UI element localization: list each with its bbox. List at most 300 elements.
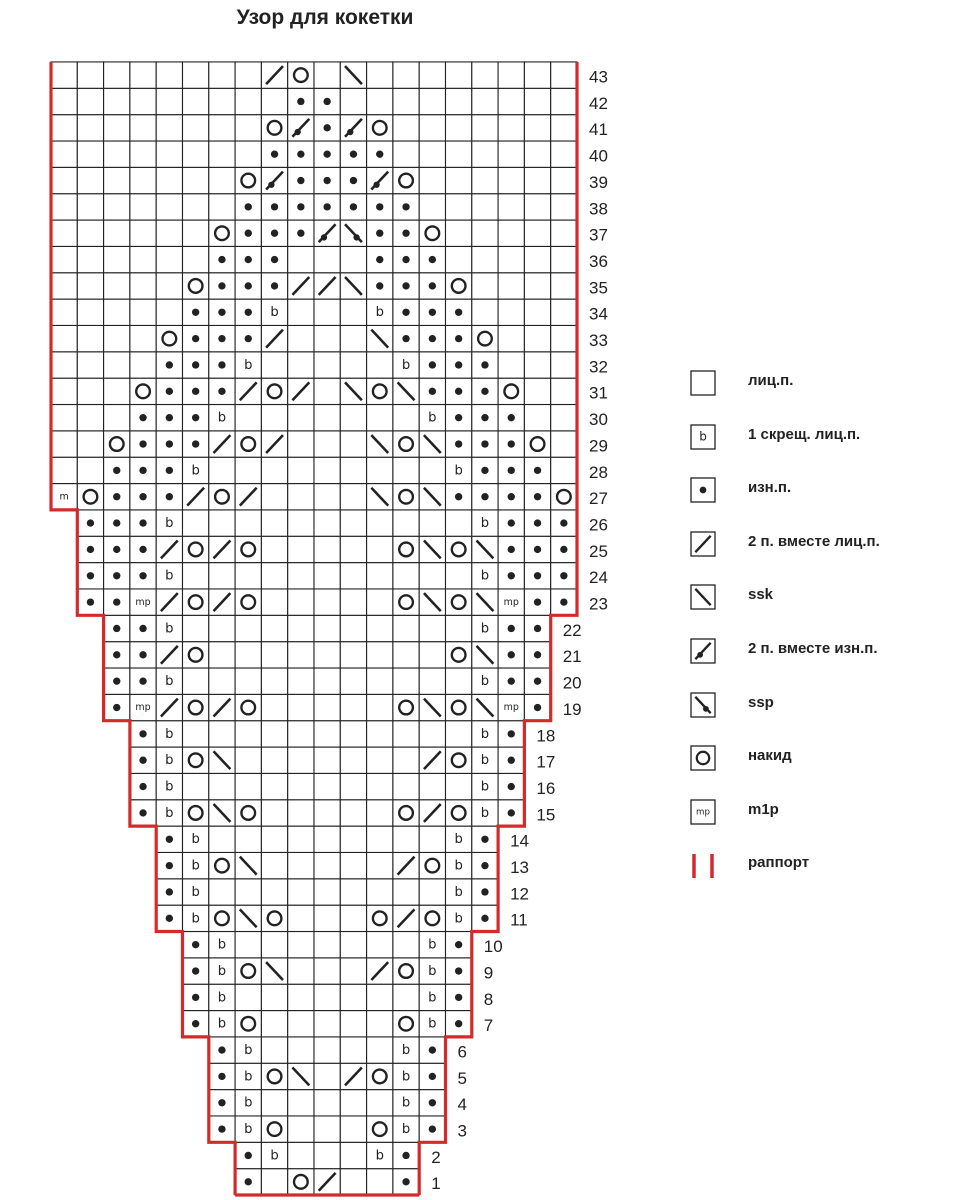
chart-cell	[261, 1011, 287, 1037]
chart-cell	[209, 88, 235, 114]
stitch-purl	[455, 388, 462, 395]
legend-item-p2tog	[690, 634, 960, 688]
chart-cell	[209, 141, 235, 167]
svg-text:b: b	[480, 805, 490, 821]
stitch-purl	[139, 651, 146, 658]
legend-symbol-repeat	[690, 852, 716, 878]
stitch-purl	[481, 915, 488, 922]
chart-cell	[130, 220, 156, 246]
chart-cell	[235, 167, 261, 193]
chart-cell	[130, 273, 156, 299]
stitch-tbl	[481, 780, 489, 795]
chart-cell	[393, 62, 419, 88]
stitch-purl	[455, 941, 462, 948]
stitch-purl	[166, 862, 173, 869]
chart-cell	[314, 747, 340, 773]
chart-cell	[340, 246, 366, 272]
stitch-purl	[245, 256, 252, 263]
chart-cell	[209, 563, 235, 589]
chart-cell	[288, 325, 314, 351]
chart-cell	[77, 273, 103, 299]
stitch-purl	[508, 440, 515, 447]
chart-cell	[314, 1142, 340, 1168]
chart-cell	[419, 194, 445, 220]
chart-cell	[393, 457, 419, 483]
chart-cell	[104, 62, 130, 88]
chart-cell	[393, 800, 419, 826]
chart-cell	[446, 773, 472, 799]
chart-cell	[393, 115, 419, 141]
svg-text:b: b	[244, 1095, 253, 1111]
chart-cell	[130, 352, 156, 378]
svg-text:b: b	[375, 305, 384, 321]
chart-cell	[314, 536, 340, 562]
stitch-tbl	[428, 1017, 436, 1032]
svg-text:b: b	[428, 410, 437, 426]
chart-cell	[183, 563, 209, 589]
stitch-tbl	[428, 411, 436, 426]
chart-cell	[314, 984, 340, 1010]
chart-cell	[288, 1142, 314, 1168]
chart-cell	[367, 932, 393, 958]
chart-cell	[183, 668, 209, 694]
stitch-purl	[166, 361, 173, 368]
chart-cell	[367, 879, 393, 905]
chart-cell	[235, 826, 261, 852]
chart-cell	[104, 246, 130, 272]
stitch-purl	[245, 309, 252, 316]
stitch-purl	[481, 862, 488, 869]
stitch-purl	[402, 335, 409, 342]
stitch-tbl	[165, 516, 173, 531]
chart-cell	[156, 167, 182, 193]
chart-cell	[524, 405, 550, 431]
chart-cell	[51, 141, 77, 167]
stitch-purl	[87, 546, 94, 553]
chart-cell	[419, 852, 445, 878]
chart-cell	[77, 194, 103, 220]
stitch-purl	[508, 677, 515, 684]
chart-cell	[261, 826, 287, 852]
stitch-purl	[87, 519, 94, 526]
chart-cell	[235, 879, 261, 905]
chart-cell	[235, 62, 261, 88]
chart-cell	[472, 115, 498, 141]
stitch-purl	[87, 598, 94, 605]
stitch-purl	[166, 888, 173, 895]
stitch-purl	[192, 361, 199, 368]
chart-cell	[261, 668, 287, 694]
chart-cell	[367, 1116, 393, 1142]
chart-cell	[524, 273, 550, 299]
stitch-purl	[113, 704, 120, 711]
row-number: 16	[536, 778, 556, 798]
chart-cell	[393, 879, 419, 905]
chart-cell	[367, 905, 393, 931]
row-number: 27	[589, 489, 608, 509]
chart-cell	[235, 563, 261, 589]
chart-cell	[314, 694, 340, 720]
chart-cell	[551, 378, 577, 404]
legend-symbol-m1p	[690, 799, 716, 825]
chart-cell	[393, 167, 419, 193]
stitch-tbl	[402, 358, 410, 373]
legend	[690, 366, 960, 902]
chart-cell	[314, 668, 340, 694]
chart-cell	[130, 115, 156, 141]
chart-cell	[367, 615, 393, 641]
chart-cell	[261, 747, 287, 773]
stitch-purl	[139, 414, 146, 421]
chart-cell	[551, 431, 577, 457]
chart-cell	[393, 1011, 419, 1037]
chart-cell	[209, 721, 235, 747]
chart-cell	[498, 352, 524, 378]
chart-cell	[209, 510, 235, 536]
svg-text:b: b	[401, 1095, 411, 1111]
chart-cell	[156, 62, 182, 88]
legend-label: накид	[748, 747, 792, 765]
svg-text:b: b	[428, 1016, 437, 1032]
stitch-purl	[218, 361, 225, 368]
stitch-purl	[218, 1073, 225, 1080]
stitch-tbl	[454, 885, 462, 900]
row-number: 11	[510, 910, 528, 930]
stitch-purl	[508, 625, 515, 632]
chart-cell	[367, 1063, 393, 1089]
svg-text:b: b	[191, 911, 200, 927]
chart-cell	[288, 62, 314, 88]
chart-cell	[419, 879, 445, 905]
stitch-purl	[139, 519, 146, 526]
chart-cell	[183, 246, 209, 272]
chart-cell	[446, 747, 472, 773]
stitch-purl	[508, 809, 515, 816]
stitch-tbl	[454, 859, 462, 874]
chart-cell	[340, 484, 366, 510]
stitch-purl	[429, 282, 436, 289]
chart-cell	[524, 299, 550, 325]
chart-cell	[419, 115, 445, 141]
stitch-tbl	[244, 1043, 252, 1058]
chart-cell	[288, 1090, 314, 1116]
chart-cell	[314, 299, 340, 325]
legend-item-repeat	[690, 848, 960, 902]
stitch-purl	[508, 730, 515, 737]
chart-cell	[367, 62, 393, 88]
chart-cell	[393, 747, 419, 773]
row-number: 8	[483, 989, 494, 1009]
stitch-purl	[113, 625, 120, 632]
chart-cell	[104, 141, 130, 167]
chart-cell	[551, 246, 577, 272]
stitch-purl	[166, 414, 173, 421]
stitch-tbl	[191, 859, 199, 874]
chart-cell	[156, 273, 182, 299]
stitch-purl	[429, 309, 436, 316]
svg-text:b: b	[165, 805, 174, 821]
chart-cell	[446, 194, 472, 220]
chart-cell	[261, 352, 287, 378]
stitch-purl	[192, 1020, 199, 1027]
stitch-purl	[323, 203, 330, 210]
chart-cell	[419, 88, 445, 114]
legend-label: изн.п.	[748, 479, 792, 497]
chart-cell	[104, 352, 130, 378]
stitch-purl	[534, 572, 541, 579]
row-number: 20	[562, 673, 582, 693]
stitch-purl	[455, 967, 462, 974]
stitch-purl	[508, 519, 515, 526]
stitch-purl	[481, 388, 488, 395]
chart-cell	[77, 141, 103, 167]
chart-cell	[419, 826, 445, 852]
chart-cell	[498, 325, 524, 351]
chart-cell	[446, 563, 472, 589]
stitch-purl	[534, 598, 541, 605]
chart-cell	[261, 615, 287, 641]
svg-text:b: b	[401, 1069, 411, 1085]
chart-cell	[235, 747, 261, 773]
stitch-purl	[113, 598, 120, 605]
row-number: 13	[510, 858, 530, 878]
chart-cell	[209, 484, 235, 510]
chart-cell	[209, 167, 235, 193]
chart-cell	[156, 325, 182, 351]
legend-symbol-tbl	[690, 424, 716, 450]
chart-cell	[393, 694, 419, 720]
row-number: 37	[589, 225, 608, 245]
chart-cell	[314, 1037, 340, 1063]
chart-cell	[340, 615, 366, 641]
stitch-tbl	[244, 358, 252, 373]
chart-cell	[130, 325, 156, 351]
chart-cell	[209, 615, 235, 641]
chart-cell	[130, 194, 156, 220]
chart-cell	[367, 589, 393, 615]
chart-cell	[498, 62, 524, 88]
chart-cell	[446, 62, 472, 88]
stitch-tbl	[270, 1148, 278, 1163]
chart-cell	[367, 747, 393, 773]
chart-cell	[314, 484, 340, 510]
chart-cell	[156, 246, 182, 272]
chart-cell	[183, 510, 209, 536]
svg-text:b: b	[165, 568, 174, 584]
chart-cell	[235, 1011, 261, 1037]
chart-cell	[446, 510, 472, 536]
stitch-tbl	[481, 516, 489, 531]
chart-cell	[209, 115, 235, 141]
svg-text:b: b	[480, 726, 490, 742]
svg-text:b: b	[165, 621, 174, 637]
chart-cell	[367, 773, 393, 799]
chart-cell	[524, 352, 550, 378]
svg-text:b: b	[217, 990, 227, 1006]
legend-symbol-knit	[690, 370, 716, 396]
stitch-purl	[560, 598, 567, 605]
row-number: 12	[510, 884, 530, 904]
chart-cell	[367, 984, 393, 1010]
legend-symbol-ssk	[690, 584, 716, 610]
stitch-purl	[139, 467, 146, 474]
chart-cell	[51, 299, 77, 325]
chart-cell	[314, 431, 340, 457]
stitch-purl	[508, 546, 515, 553]
stitch-purl	[218, 1099, 225, 1106]
chart-cell	[288, 800, 314, 826]
svg-text:b: b	[217, 963, 227, 979]
chart-cell	[314, 773, 340, 799]
chart-cell	[446, 721, 472, 747]
chart-cell	[183, 62, 209, 88]
legend-item-purl	[690, 473, 960, 527]
legend-label: m1p	[748, 800, 779, 818]
legend-item-ssk	[690, 580, 960, 634]
chart-cell	[446, 668, 472, 694]
legend-symbol-k2tog	[690, 531, 716, 557]
chart-cell	[498, 299, 524, 325]
stitch-purl	[534, 704, 541, 711]
stitch-m1p	[135, 597, 150, 608]
stitch-purl	[376, 256, 383, 263]
svg-text:b: b	[244, 1122, 253, 1138]
chart-cell	[367, 88, 393, 114]
chart-cell	[261, 642, 287, 668]
chart-cell	[314, 1116, 340, 1142]
chart-cell	[419, 615, 445, 641]
stitch-purl	[245, 1178, 252, 1185]
chart-cell	[419, 668, 445, 694]
chart-cell	[235, 958, 261, 984]
chart-cell	[340, 1116, 366, 1142]
svg-text:b: b	[480, 568, 490, 584]
legend-label: ssk	[748, 586, 774, 604]
stitch-purl	[192, 414, 199, 421]
chart-cell	[498, 141, 524, 167]
chart-cell	[130, 141, 156, 167]
chart-cell	[551, 484, 577, 510]
chart-cell	[524, 194, 550, 220]
chart-cell	[340, 958, 366, 984]
chart-cell	[551, 220, 577, 246]
legend-item-yo	[690, 741, 960, 795]
chart-cell	[393, 668, 419, 694]
chart-cell	[367, 852, 393, 878]
chart-cell	[261, 378, 287, 404]
chart-cell	[367, 668, 393, 694]
svg-text:mp: mp	[696, 807, 710, 818]
chart-cell	[340, 299, 366, 325]
chart-cell	[288, 484, 314, 510]
stitch-purl	[87, 572, 94, 579]
stitch-tbl	[218, 990, 226, 1005]
chart-cell	[183, 642, 209, 668]
stitch-purl	[271, 150, 278, 157]
chart-title: Узор для кокетки	[236, 6, 414, 29]
stitch-purl	[402, 256, 409, 263]
chart-cell	[314, 246, 340, 272]
chart-cell	[393, 536, 419, 562]
stitch-purl	[113, 677, 120, 684]
chart-cell	[209, 62, 235, 88]
stitch-m1p	[504, 702, 519, 713]
svg-text:b: b	[217, 410, 227, 426]
chart-cell	[209, 826, 235, 852]
chart-cell	[51, 325, 77, 351]
chart-cell	[393, 642, 419, 668]
svg-text:b: b	[480, 516, 490, 532]
chart-cell	[288, 1169, 314, 1195]
chart-cell	[314, 852, 340, 878]
chart-cell	[393, 510, 419, 536]
stitch-purl	[271, 256, 278, 263]
chart-cell	[261, 852, 287, 878]
stitch-purl	[297, 150, 304, 157]
chart-cell	[288, 431, 314, 457]
stitch-m1p	[135, 702, 150, 713]
chart-cell	[288, 1011, 314, 1037]
chart-cell	[367, 536, 393, 562]
row-number: 15	[536, 805, 556, 825]
stitch-tbl	[428, 964, 436, 979]
chart-cell	[419, 905, 445, 931]
chart-cell	[104, 378, 130, 404]
legend-label: раппорт	[748, 854, 810, 872]
chart-cell	[235, 800, 261, 826]
chart-cell	[288, 1116, 314, 1142]
chart-cell	[498, 194, 524, 220]
stitch-purl	[508, 467, 515, 474]
stitch-purl	[166, 388, 173, 395]
chart-cell	[183, 115, 209, 141]
chart-cell	[261, 905, 287, 931]
chart-cell	[51, 88, 77, 114]
chart-cell	[104, 167, 130, 193]
row-number: 25	[589, 541, 608, 561]
stitch-purl	[481, 414, 488, 421]
stitch-purl	[166, 493, 173, 500]
stitch-purl	[297, 203, 304, 210]
stitch-purl	[271, 282, 278, 289]
stitch-purl	[402, 1152, 409, 1159]
chart-cell	[261, 1090, 287, 1116]
chart-cell	[261, 1037, 287, 1063]
chart-cell	[524, 325, 550, 351]
row-number: 43	[589, 67, 608, 87]
chart-cell	[104, 325, 130, 351]
chart-cell	[183, 167, 209, 193]
chart-cell	[183, 536, 209, 562]
chart-cell	[77, 352, 103, 378]
stitch-tbl	[481, 727, 489, 742]
chart-cell	[77, 484, 103, 510]
stitch-purl	[218, 1125, 225, 1132]
row-number: 3	[457, 1121, 467, 1141]
chart-cell	[130, 378, 156, 404]
stitch-tbl	[428, 938, 436, 953]
stitch-tbl	[191, 885, 199, 900]
chart-cell	[551, 141, 577, 167]
stitch-tbl	[376, 305, 384, 320]
chart-cell	[551, 273, 577, 299]
svg-text:mp: mp	[503, 596, 519, 608]
stitch-m	[60, 491, 69, 502]
chart-cell	[446, 615, 472, 641]
chart-cell	[340, 1142, 366, 1168]
svg-text:b: b	[244, 357, 253, 373]
chart-cell	[209, 852, 235, 878]
